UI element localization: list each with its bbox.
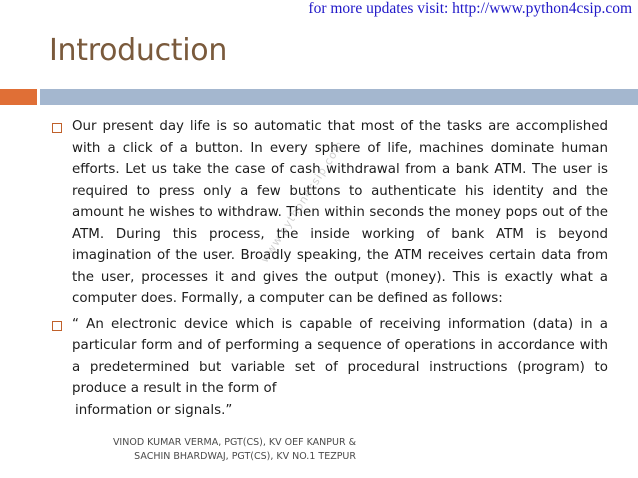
title-accent-bar-orange [0,89,37,105]
square-bullet-icon [52,321,62,331]
title-accent-bar-blue [40,89,638,105]
definition-continuation: information or signals.” [75,403,233,418]
footer-author-1: VINOD KUMAR VERMA, PGT(CS), KV OEF KANPUR & [112,437,356,448]
bullet-item-2 [52,314,608,400]
python4csip-link[interactable]: for more updates visit: http://www.python4csip.com [308,0,632,17]
slide-footer [86,436,356,464]
bullet-text-1: Our present day life is so automatic that most of the tasks are accomplished with a click of a button. In every sphere of life, machines dominate human efforts. Let us take the case of cash withdrawal from a bank ATM. The user is required to press only a few buttons to authenticate his identity and the amount he wishes to withdraw. Then within seconds the money pops out of the ATM. During this process, the inside working of bank ATM is beyond imagination of the user. Broadly speaking, the ATM receives certain data from the user, processes it and gives the output (money). This is exactly what a computer does. Formally, a computer can be defined as follows: [72,119,608,306]
square-bullet-icon [52,123,62,133]
footer-author-2: SACHIN BHARDWAJ, PGT(CS), KV NO.1 TEZPUR [134,451,356,462]
slide-title: Introduction [49,33,228,68]
bullet-text-2: “ An electronic device which is capable of receiving information (data) in a particular form and of performing a sequence of operations in accordance with a predetermined but variable set of procedural instructions (program) to produce a result in the form of [72,316,608,396]
watermark: www.python4csip.com [258,138,347,266]
